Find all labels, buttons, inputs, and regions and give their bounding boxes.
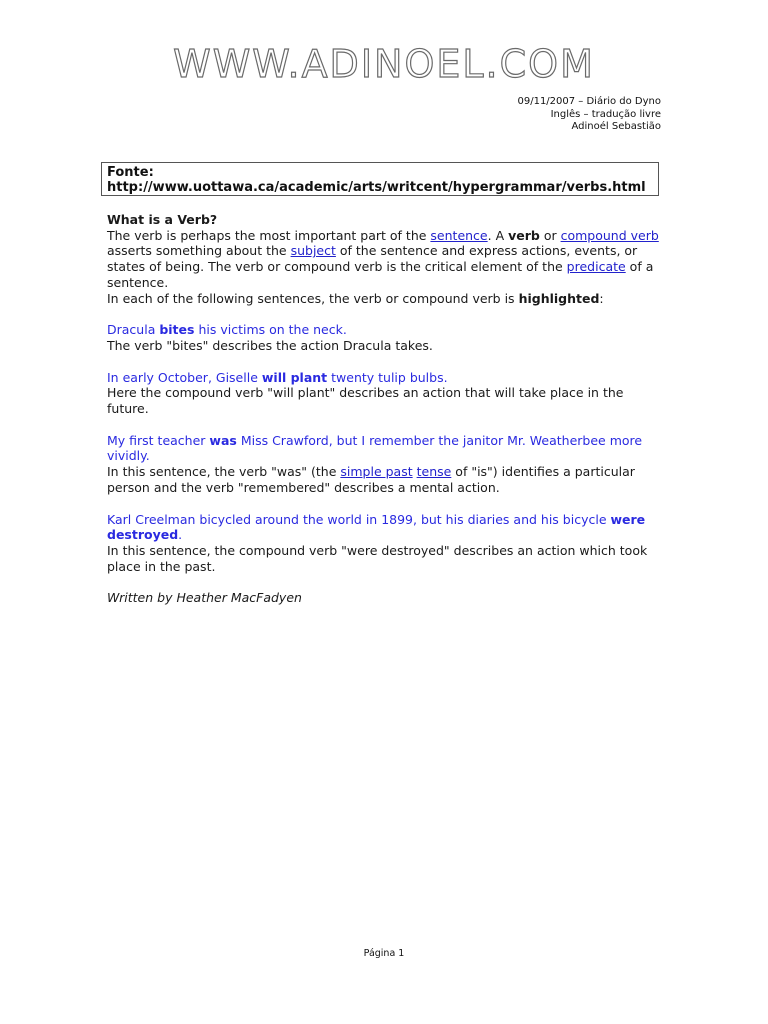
meta-language-line: Inglês – tradução livre xyxy=(550,108,661,120)
example-sentence-3 xyxy=(107,433,663,464)
example-sentence-2 xyxy=(107,370,663,386)
meta-date-line: 09/11/2007 – Diário do Dyno xyxy=(517,96,661,107)
intro-text: . A xyxy=(487,227,509,243)
source-label: Fonte: xyxy=(107,165,154,180)
example-verb: will plant xyxy=(261,369,328,385)
example-explanation-4: In this sentence, the compound verb "were destroyed" describes an action which took place in the past. xyxy=(107,542,648,574)
example-sentence-4 xyxy=(107,512,663,543)
example-text: twenty tulip bulbs. xyxy=(327,369,448,385)
example-verb: were destroyed xyxy=(107,511,646,543)
bold-highlighted: highlighted xyxy=(518,290,600,306)
link-compound-verb[interactable]: compound verb xyxy=(560,227,659,243)
meta-author-line: Adinoél Sebastião xyxy=(571,121,661,132)
intro-text: asserts something about the xyxy=(107,243,291,259)
intro-text: In each of the following sentences, the verb or compound verb is xyxy=(107,290,519,306)
bold-verb: verb xyxy=(508,227,540,243)
intro-text: : xyxy=(599,290,604,306)
example-sentence-1 xyxy=(107,322,663,338)
example-text: My first teacher xyxy=(107,432,210,448)
example-text: Dracula xyxy=(107,322,160,338)
intro-text: or xyxy=(539,227,561,243)
example-verb: was xyxy=(209,432,237,448)
example-explanation-2: Here the compound verb "will plant" describes an action that will take place in the future. xyxy=(107,385,624,417)
article-heading: What is a Verb? xyxy=(107,212,218,227)
intro-paragraph xyxy=(107,228,663,291)
explanation-text: of "is") identifies a particular person and the verb "remembered" describes a mental action. xyxy=(107,464,635,495)
example-text: Karl Creelman bicycled around the world in 1899, but his diaries and his bicycle xyxy=(107,511,611,527)
example-explanation-3 xyxy=(107,464,663,495)
link-sentence[interactable]: sentence xyxy=(430,227,488,243)
example-explanation-1: The verb "bites" describes the action Dracula takes. xyxy=(107,337,433,353)
intro-text: of the sentence and express actions, events, or states of being. The verb or compound verb is the critical element of the xyxy=(107,243,638,275)
example-text: In early October, Giselle xyxy=(107,369,262,385)
site-watermark: WWW.ADINOEL.COM xyxy=(173,42,595,86)
intro-text: The verb is perhaps the most important part of the xyxy=(107,227,431,243)
intro-text: of a sentence. xyxy=(107,259,654,290)
explanation-text: In this sentence, the verb "was" (the xyxy=(107,464,341,480)
document-meta xyxy=(517,96,661,134)
source-url[interactable]: http://www.uottawa.ca/academic/arts/writcent/hypergrammar/verbs.html xyxy=(107,180,646,195)
link-subject[interactable]: subject xyxy=(290,243,336,259)
example-verb: bites xyxy=(159,322,195,338)
link-predicate[interactable]: predicate xyxy=(566,259,626,275)
link-simple-past[interactable]: simple past xyxy=(340,464,413,480)
example-text: his victims on the neck. xyxy=(194,322,347,338)
intro-instruction xyxy=(107,291,663,307)
example-text: Miss Crawford, but I remember the janitor Mr. Weatherbee more vividly. xyxy=(107,432,643,464)
article-body xyxy=(107,212,663,606)
source-box xyxy=(101,162,659,196)
link-tense[interactable]: tense xyxy=(416,464,452,480)
author-credit: Written by Heather MacFadyen xyxy=(107,590,302,606)
example-text: . xyxy=(178,527,183,543)
page-footer: Página 1 xyxy=(363,948,405,959)
